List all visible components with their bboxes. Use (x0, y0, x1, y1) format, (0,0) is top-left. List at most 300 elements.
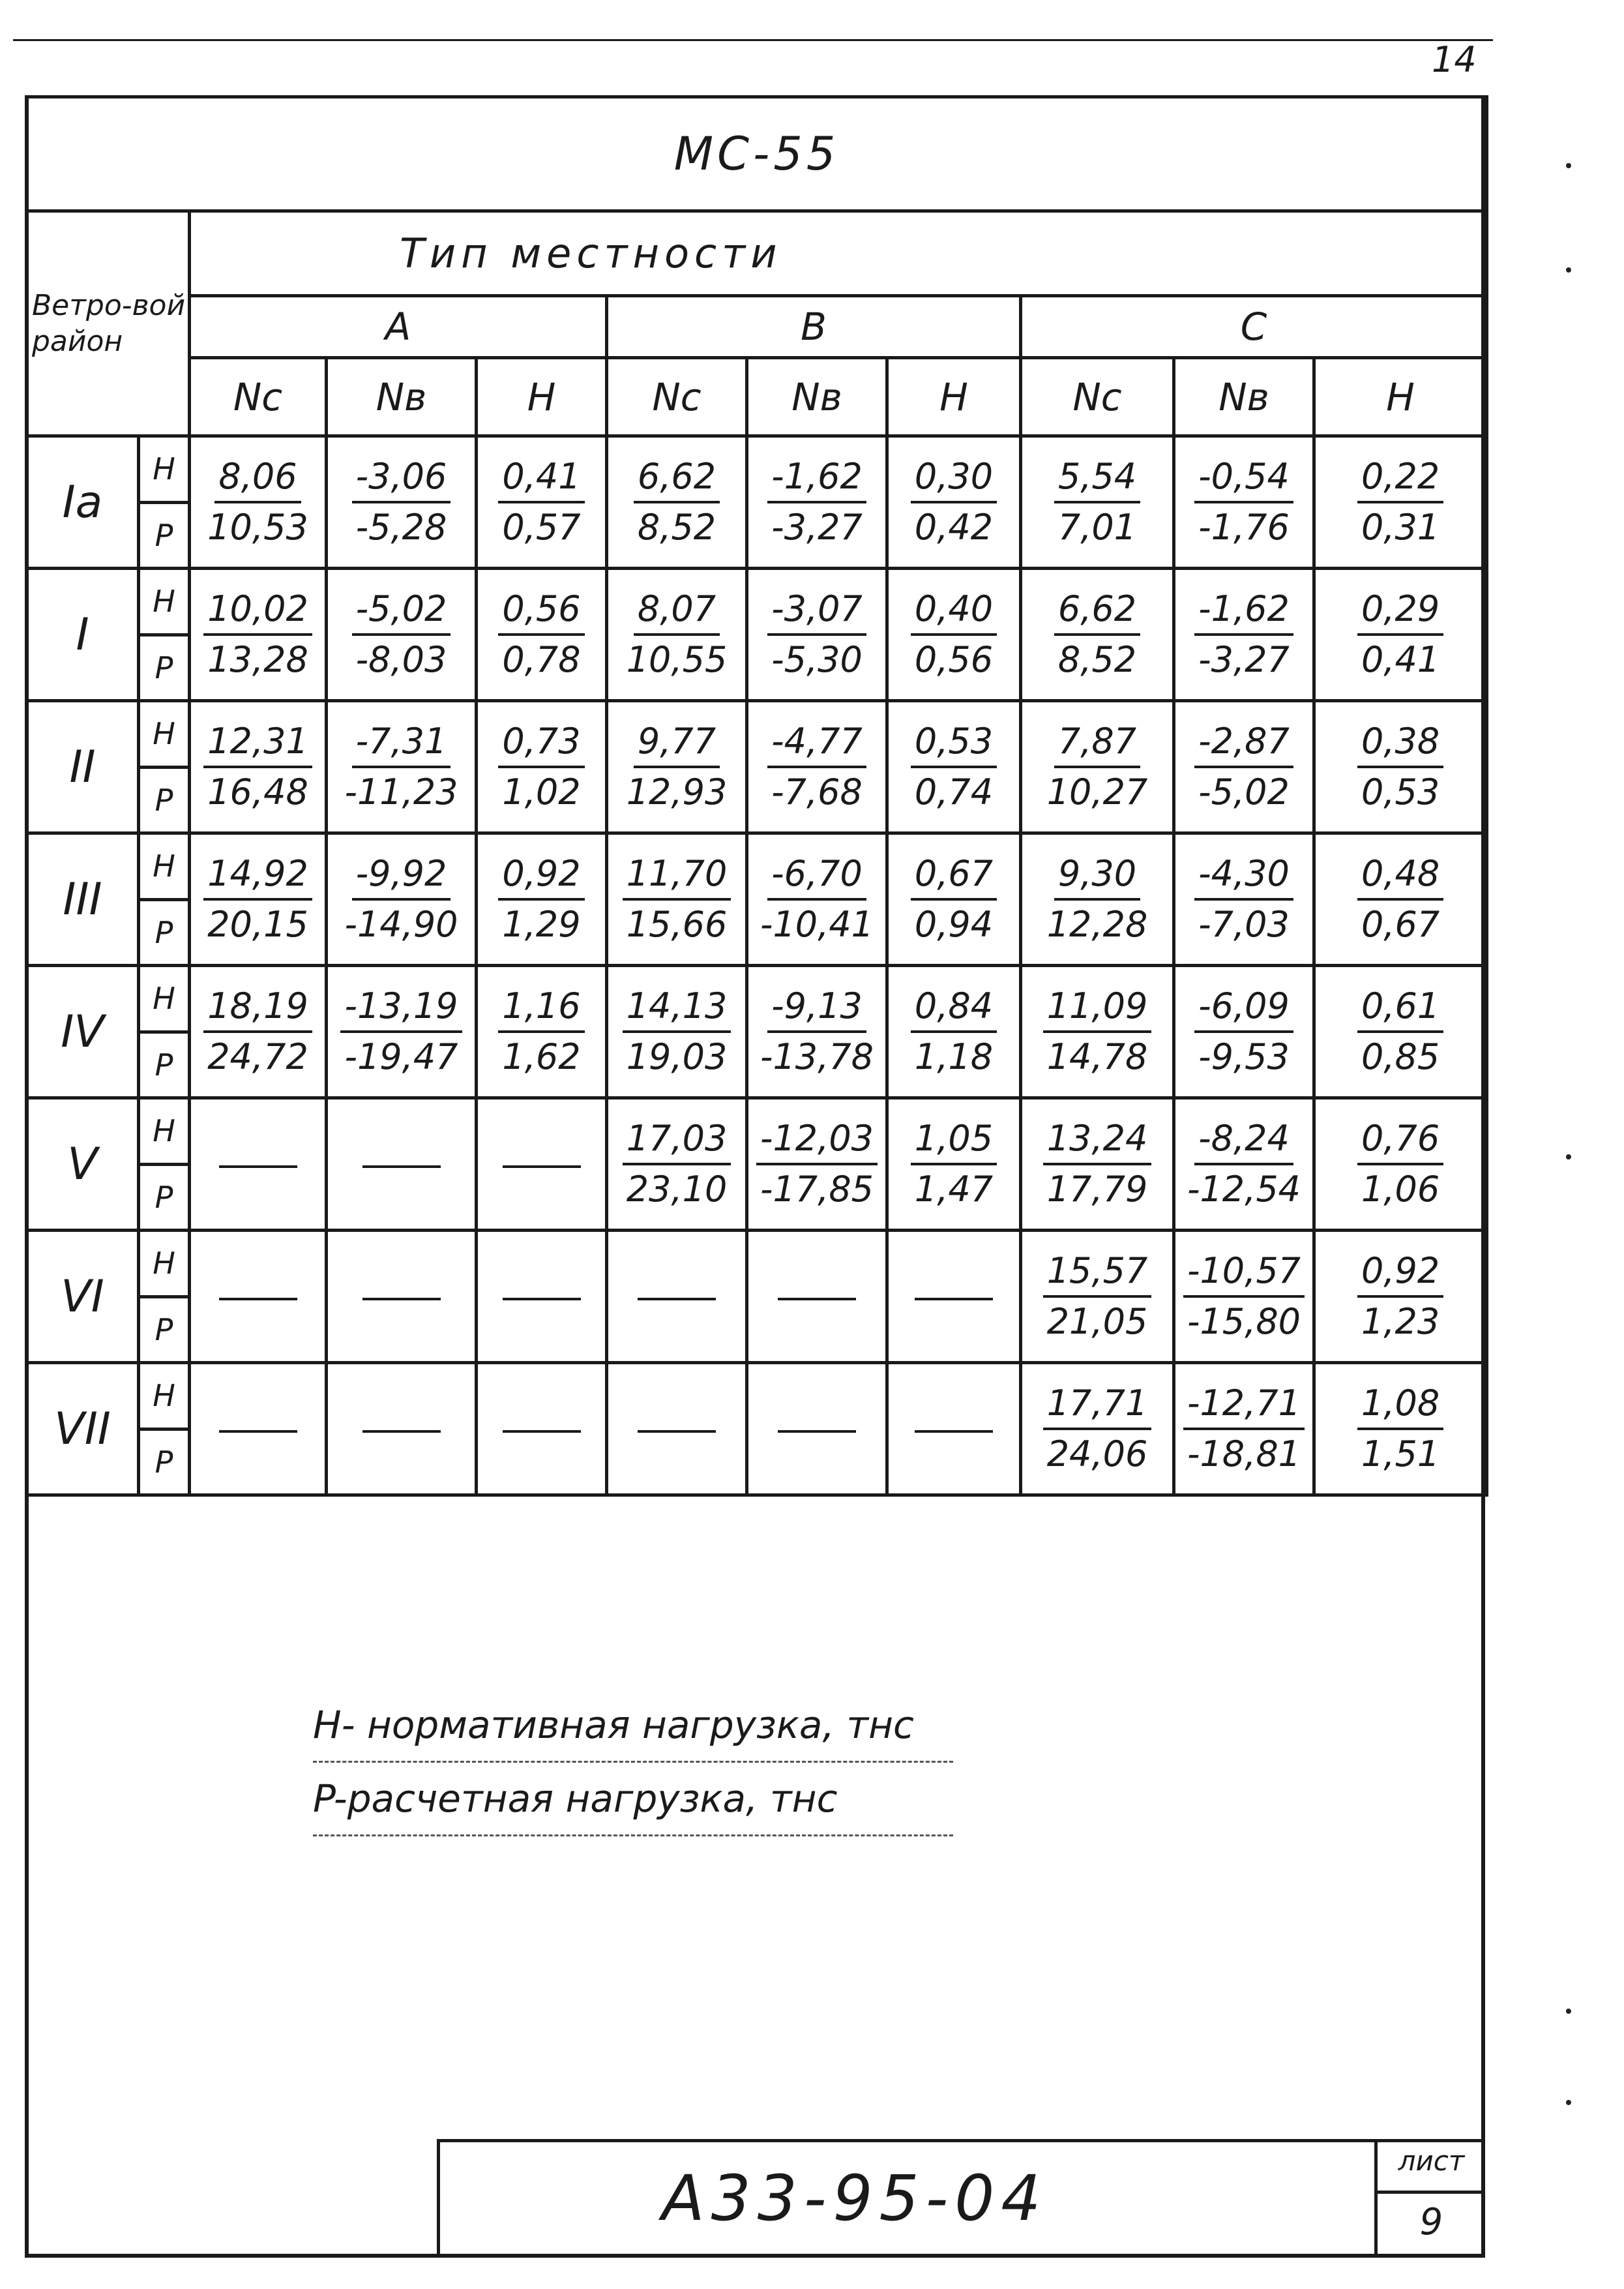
calculated-value: -9,53 (1198, 1036, 1290, 1077)
table-body (27, 436, 1487, 1495)
calculated-value: 24,72 (207, 1036, 308, 1077)
calculated-marker: P (155, 1311, 173, 1347)
normative-value: 0,30 (911, 459, 997, 503)
table-row (27, 436, 1487, 569)
calculated-value: 20,15 (207, 904, 308, 945)
value-fraction (498, 721, 584, 813)
col-header-nc: Nc (190, 358, 327, 436)
value-fraction (203, 853, 312, 945)
table-row (27, 833, 1487, 966)
calculated-value: 1,23 (1361, 1301, 1440, 1342)
calculated-value: 10,27 (1046, 771, 1148, 813)
value-cell (887, 1231, 1021, 1363)
value-cell (607, 569, 747, 701)
value-cell (190, 701, 327, 833)
calculated-value: 1,47 (914, 1169, 994, 1210)
wind-region-cell: VI (27, 1231, 139, 1363)
value-fraction (767, 456, 866, 548)
normative-marker: H (140, 702, 188, 769)
value-fraction (1043, 1383, 1152, 1474)
value-cell (607, 1363, 747, 1495)
value-cell (477, 966, 607, 1098)
value-fraction (203, 985, 312, 1077)
normative-marker: H (140, 570, 188, 636)
value-fraction (911, 588, 997, 680)
table-row (27, 1363, 1487, 1495)
load-kind-cell (139, 966, 190, 1098)
normative-value: -3,06 (352, 459, 451, 503)
calculated-value: 1,51 (1361, 1433, 1440, 1474)
col-header-nv: Nв (1174, 358, 1314, 436)
normative-value: 10,02 (203, 591, 312, 636)
value-cell (1021, 966, 1174, 1098)
calculated-value: -10,41 (760, 904, 874, 945)
value-cell (1021, 569, 1174, 701)
empty-dash (219, 1165, 297, 1168)
value-fraction (767, 588, 866, 680)
value-fraction (498, 853, 584, 945)
value-cell (327, 966, 477, 1098)
scan-dot (1566, 2009, 1571, 2014)
value-fraction (352, 456, 451, 548)
value-cell (327, 569, 477, 701)
col-header-h: H (477, 358, 607, 436)
normative-value: 5,54 (1054, 459, 1140, 503)
value-fraction (1043, 853, 1152, 945)
calculated-value: 0,78 (502, 639, 581, 680)
value-cell (327, 1098, 477, 1231)
value-cell (607, 1098, 747, 1231)
normative-value: -6,70 (767, 856, 866, 901)
calculated-value: 10,55 (626, 639, 728, 680)
normative-value: -12,03 (756, 1121, 878, 1165)
wind-region-cell: IV (27, 966, 139, 1098)
value-fraction (1357, 1118, 1443, 1210)
empty-dash (638, 1430, 716, 1433)
calculated-value: -5,02 (1198, 771, 1290, 813)
calculated-value: -3,27 (771, 507, 863, 548)
sheet-label: лист (1378, 2145, 1485, 2194)
value-cell (747, 1363, 887, 1495)
value-fraction (1357, 985, 1443, 1077)
scan-dot (1566, 163, 1571, 168)
value-cell (887, 1098, 1021, 1231)
value-fraction (203, 721, 312, 813)
value-cell (1314, 966, 1487, 1098)
wind-region-cell: II (27, 701, 139, 833)
load-kind-cell (139, 569, 190, 701)
calculated-value: -8,03 (355, 639, 447, 680)
top-border-line (13, 39, 1493, 41)
calculated-value: 1,29 (502, 904, 581, 945)
calculated-value: 19,03 (626, 1036, 728, 1077)
value-fraction (911, 853, 997, 945)
value-fraction (352, 588, 451, 680)
calculated-value: 7,01 (1057, 507, 1137, 548)
calculated-value: 0,74 (914, 771, 994, 813)
normative-marker: H (140, 835, 188, 901)
normative-value: 1,05 (911, 1121, 997, 1165)
calculated-value: -7,68 (771, 771, 863, 813)
value-fraction (1194, 588, 1293, 680)
calculated-value: 12,28 (1046, 904, 1148, 945)
calculated-value: -3,27 (1198, 639, 1290, 680)
calculated-value: -14,90 (344, 904, 458, 945)
load-kind-cell (139, 701, 190, 833)
table-title: МС-55 (27, 97, 1487, 211)
calculated-value: -12,54 (1187, 1169, 1301, 1210)
value-cell (1174, 569, 1314, 701)
value-cell (1174, 436, 1314, 569)
value-fraction (1357, 721, 1443, 813)
legend-normative: H- нормативная нагрузка, тнс (313, 1689, 953, 1763)
value-fraction (911, 985, 997, 1077)
normative-value: -6,09 (1194, 989, 1293, 1033)
calculated-value: 21,05 (1046, 1301, 1148, 1342)
load-table (25, 95, 1488, 1497)
value-cell (607, 833, 747, 966)
calculated-value: 0,57 (502, 507, 581, 548)
normative-value: -12,71 (1183, 1386, 1305, 1430)
empty-dash (915, 1298, 993, 1300)
empty-dash (503, 1165, 581, 1168)
empty-dash (778, 1430, 856, 1433)
value-cell (327, 1363, 477, 1495)
normative-value: 0,61 (1357, 989, 1443, 1033)
normative-value: 9,30 (1054, 856, 1140, 901)
value-fraction (1194, 456, 1293, 548)
normative-value: 18,19 (203, 989, 312, 1033)
value-fraction (1357, 1250, 1443, 1342)
value-cell (1021, 1363, 1174, 1495)
empty-dash (915, 1430, 993, 1433)
value-fraction (1183, 1118, 1305, 1210)
normative-value: 1,08 (1357, 1386, 1443, 1430)
value-fraction (767, 721, 866, 813)
table-row (27, 1231, 1487, 1363)
document-code: А33-95-04 (662, 2162, 1048, 2235)
normative-value: -1,62 (767, 459, 866, 503)
calculated-value: 0,94 (914, 904, 994, 945)
col-header-h: H (887, 358, 1021, 436)
normative-value: 11,09 (1043, 989, 1152, 1033)
value-fraction (1183, 1250, 1305, 1342)
calculated-marker: P (155, 1179, 173, 1215)
normative-value: 8,06 (214, 459, 301, 503)
normative-value: -5,02 (352, 591, 451, 636)
calculated-value: 15,66 (626, 904, 728, 945)
value-cell (327, 1231, 477, 1363)
value-cell (607, 1231, 747, 1363)
normative-value: -2,87 (1194, 724, 1293, 768)
calculated-value: -17,85 (760, 1169, 874, 1210)
value-cell (1314, 1231, 1487, 1363)
value-fraction (634, 456, 720, 548)
normative-value: -1,62 (1194, 591, 1293, 636)
value-cell (477, 436, 607, 569)
legend-calculated: P-расчетная нагрузка, тнс (313, 1763, 953, 1836)
value-cell (747, 966, 887, 1098)
normative-value: 13,24 (1043, 1121, 1152, 1165)
empty-dash (503, 1430, 581, 1433)
value-fraction (498, 456, 584, 548)
empty-dash (362, 1298, 441, 1300)
title-block (437, 2139, 1485, 2258)
page-number: 14 (1432, 39, 1477, 80)
load-kind-cell (139, 833, 190, 966)
normative-value: 0,73 (498, 724, 584, 768)
value-fraction (1357, 588, 1443, 680)
calculated-value: 13,28 (207, 639, 308, 680)
calculated-value: 12,93 (626, 771, 728, 813)
empty-dash (219, 1430, 297, 1433)
normative-value: 1,16 (498, 989, 584, 1033)
calculated-value: -13,78 (760, 1036, 874, 1077)
calculated-marker: P (155, 517, 173, 553)
normative-value: 0,53 (911, 724, 997, 768)
value-cell (477, 1363, 607, 1495)
normative-value: 0,40 (911, 591, 997, 636)
value-cell (1314, 1363, 1487, 1495)
scan-dot (1566, 2100, 1571, 2105)
value-cell (887, 701, 1021, 833)
normative-value: 8,07 (634, 591, 720, 636)
calculated-value: 0,56 (914, 639, 994, 680)
value-cell (190, 569, 327, 701)
value-fraction (1054, 588, 1140, 680)
value-cell (887, 1363, 1021, 1495)
value-fraction (623, 985, 731, 1077)
value-cell (1021, 436, 1174, 569)
calculated-value: -15,80 (1187, 1301, 1301, 1342)
sheet-box (1374, 2142, 1485, 2258)
value-fraction (1194, 721, 1293, 813)
normative-value: -8,24 (1194, 1121, 1293, 1165)
normative-value: 7,87 (1054, 724, 1140, 768)
normative-value: 0,56 (498, 591, 584, 636)
value-cell (327, 701, 477, 833)
calculated-marker: P (155, 782, 173, 818)
normative-value: -9,13 (767, 989, 866, 1033)
value-fraction (1357, 456, 1443, 548)
wind-region-cell: I (27, 569, 139, 701)
calculated-value: 0,53 (1361, 771, 1440, 813)
value-fraction (756, 1118, 878, 1210)
calculated-marker: P (155, 650, 173, 685)
normative-value: 6,62 (1054, 591, 1140, 636)
district-header: Ветро-вой район (27, 211, 190, 436)
value-cell (1174, 966, 1314, 1098)
calculated-marker: P (155, 1444, 173, 1480)
wind-region-cell: Iа (27, 436, 139, 569)
calculated-value: 1,06 (1361, 1169, 1440, 1210)
normative-value: 0,67 (911, 856, 997, 901)
empty-dash (503, 1298, 581, 1300)
normative-value: -0,54 (1194, 459, 1293, 503)
table-row (27, 966, 1487, 1098)
value-fraction (203, 456, 312, 548)
value-fraction (623, 853, 731, 945)
value-cell (477, 1098, 607, 1231)
value-cell (887, 966, 1021, 1098)
value-cell (1314, 701, 1487, 833)
value-cell (1314, 833, 1487, 966)
value-cell (190, 966, 327, 1098)
col-header-h: H (1314, 358, 1487, 436)
normative-value: 0,29 (1357, 591, 1443, 636)
normative-value: 15,57 (1043, 1253, 1152, 1298)
value-cell (747, 1098, 887, 1231)
value-fraction (203, 588, 312, 680)
value-fraction (911, 456, 997, 548)
value-cell (747, 833, 887, 966)
normative-value: 9,77 (634, 724, 720, 768)
calculated-value: 23,10 (626, 1169, 728, 1210)
calculated-value: -7,03 (1198, 904, 1290, 945)
value-fraction (1054, 456, 1140, 548)
value-cell (1174, 1363, 1314, 1495)
value-cell (477, 701, 607, 833)
value-cell (887, 436, 1021, 569)
scan-dot (1566, 267, 1571, 273)
scan-dot (1566, 1154, 1571, 1159)
empty-dash (362, 1165, 441, 1168)
value-fraction (340, 853, 462, 945)
calculated-value: 24,06 (1046, 1433, 1148, 1474)
normative-value: 0,92 (498, 856, 584, 901)
value-fraction (623, 588, 731, 680)
normative-value: 0,92 (1357, 1253, 1443, 1298)
normative-marker: H (140, 1364, 188, 1431)
normative-value: 14,13 (623, 989, 731, 1033)
value-cell (1021, 1231, 1174, 1363)
load-kind-cell (139, 1098, 190, 1231)
sheet-number: 9 (1419, 2201, 1443, 2243)
group-header-c: C (1021, 296, 1487, 358)
normative-value: 6,62 (634, 459, 720, 503)
value-cell (887, 833, 1021, 966)
value-cell (747, 569, 887, 701)
group-header-b: B (607, 296, 1021, 358)
value-fraction (1357, 853, 1443, 945)
value-fraction (498, 588, 584, 680)
value-fraction (911, 1118, 997, 1210)
value-fraction (1183, 1383, 1305, 1474)
value-cell (1174, 1098, 1314, 1231)
table-row (27, 1098, 1487, 1231)
normative-value: -13,19 (340, 989, 462, 1033)
col-header-nc: Nc (607, 358, 747, 436)
value-cell (1314, 569, 1487, 701)
normative-value: 12,31 (203, 724, 312, 768)
value-cell (190, 1363, 327, 1495)
load-kind-cell (139, 436, 190, 569)
terrain-type-header: Тип местности (190, 211, 1487, 296)
value-cell (747, 1231, 887, 1363)
value-fraction (623, 1118, 731, 1210)
value-cell (1174, 833, 1314, 966)
calculated-marker: P (155, 1047, 173, 1083)
value-cell (477, 833, 607, 966)
normative-value: -9,92 (352, 856, 451, 901)
value-cell (1174, 701, 1314, 833)
col-header-nv: Nв (327, 358, 477, 436)
normative-value: 0,38 (1357, 724, 1443, 768)
calculated-value: 16,48 (207, 771, 308, 813)
value-cell (607, 436, 747, 569)
value-fraction (911, 721, 997, 813)
col-header-nv: Nв (747, 358, 887, 436)
normative-value: 11,70 (623, 856, 731, 901)
value-fraction (1357, 1383, 1443, 1474)
value-fraction (756, 985, 878, 1077)
calculated-value: -18,81 (1187, 1433, 1301, 1474)
wind-region-cell: III (27, 833, 139, 966)
value-fraction (1043, 1250, 1152, 1342)
calculated-value: -5,28 (355, 507, 447, 548)
value-cell (1314, 436, 1487, 569)
value-fraction (340, 985, 462, 1077)
value-fraction (1043, 1118, 1152, 1210)
value-fraction (756, 853, 878, 945)
calculated-marker: P (155, 914, 173, 950)
empty-dash (219, 1298, 297, 1300)
col-header-nc: Nc (1021, 358, 1174, 436)
calculated-value: 0,67 (1361, 904, 1440, 945)
calculated-value: 10,53 (207, 507, 308, 548)
value-cell (190, 833, 327, 966)
normative-value: 0,84 (911, 989, 997, 1033)
value-cell (477, 569, 607, 701)
value-cell (1174, 1231, 1314, 1363)
table-row (27, 701, 1487, 833)
normative-value: 17,71 (1043, 1386, 1152, 1430)
calculated-value: 1,62 (502, 1036, 581, 1077)
value-cell (1021, 701, 1174, 833)
normative-marker: H (140, 438, 188, 504)
value-cell (607, 701, 747, 833)
calculated-value: 14,78 (1046, 1036, 1148, 1077)
calculated-value: -5,30 (771, 639, 863, 680)
value-cell (327, 833, 477, 966)
value-cell (1314, 1098, 1487, 1231)
load-kind-cell (139, 1363, 190, 1495)
value-fraction (340, 721, 462, 813)
normative-marker: H (140, 1100, 188, 1166)
value-cell (887, 569, 1021, 701)
group-header-a: A (190, 296, 607, 358)
normative-value: -10,57 (1183, 1253, 1305, 1298)
empty-dash (362, 1430, 441, 1433)
value-cell (607, 966, 747, 1098)
value-cell (747, 436, 887, 569)
normative-value: 0,76 (1357, 1121, 1443, 1165)
normative-value: 17,03 (623, 1121, 731, 1165)
calculated-value: 17,79 (1046, 1169, 1148, 1210)
calculated-value: 1,02 (502, 771, 581, 813)
calculated-value: 0,41 (1361, 639, 1440, 680)
calculated-value: 1,18 (914, 1036, 994, 1077)
value-cell (190, 1098, 327, 1231)
value-fraction (1043, 721, 1152, 813)
normative-value: 0,22 (1357, 459, 1443, 503)
value-fraction (498, 985, 584, 1077)
empty-dash (778, 1298, 856, 1300)
normative-marker: H (140, 1232, 188, 1298)
table-row (27, 569, 1487, 701)
normative-value: 0,48 (1357, 856, 1443, 901)
normative-value: 14,92 (203, 856, 312, 901)
